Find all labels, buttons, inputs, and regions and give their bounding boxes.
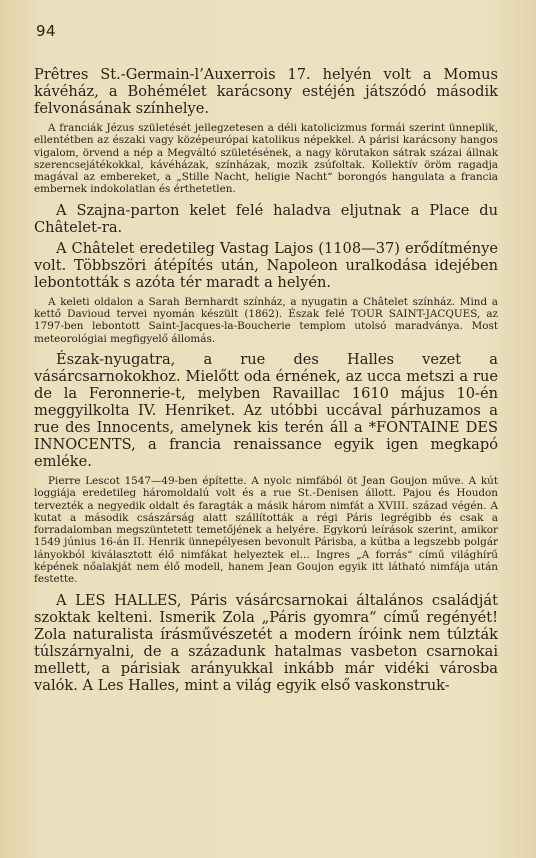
body-paragraph: A LES HALLES, Páris vásárcsarnokai általános családját szoktak kelteni. Ismerik Zola „Páris gyomra“ című regényét! Zola naturalista írásművészetét a modern íróink nem túlzták túlszárnyalni, de a századunk hatalmas vasbeton csarnokai mellett, a párisiak arányukkal inkább már vidéki városba valók. A Les Halles, mint a világ egyik első vaskonstruk-	[34, 591, 498, 694]
note-paragraph: A keleti oldalon a Sarah Bernhardt színház, a nyugatin a Châtelet színház. Mind a kettő Davioud tervei nyomán készült (1862). Észak felé TOUR SAINT-JACQUES, az 1797-ben lebontott Saint-Jacques-la-Boucherie templom utolsó maradványa. Most meteorológiai megfigyelő állomás.	[34, 295, 498, 345]
body-paragraph: A Châtelet eredetileg Vastag Lajos (1108—37) erődítménye volt. Többszöri átépítés után, Napoleon uralkodása idejében lebontották s azóta tér maradt a helyén.	[34, 239, 498, 291]
page-number: 94	[36, 22, 57, 40]
body-paragraph: Észak-nyugatra, a rue des Halles vezet a vásárcsarnokokhoz. Mielőtt oda érnének, az ucca metszi a rue de la Feronnerie-t, melyben Ravaillac 1610 május 10-én meggyilkolta IV. Henriket. Az utóbbi uccával párhuzamos a rue des Innocents, amelynek kis terén áll a *FONTAINE DES INNOCENTS, a francia renaissance egyik igen megkapó emléke.	[34, 350, 498, 470]
note-paragraph: A franciák Jézus születését jellegzetesen a déli katolicizmus formái szerint ünneplik, ellentétben az északi vagy középeurópai katolikus népekkel. A párisi karácsony hangos vigalom, örvend a nép a Megváltó születésének, a nagy körutakon sátrak százai állnak szerencsejátékokkal, kávéházak, színházak, mozik zsúfoltak. Kollektív öröm ragadja magával az embereket, a „Stille Nacht, heligie Nacht“ borongós hangulata a francia embernek indokolatlan és érthetetlen.	[34, 122, 498, 196]
text-body	[34, 66, 498, 694]
body-paragraph: Prêtres St.-Germain-l’Auxerrois 17. helyén volt a Momus kávéház, a Bohémélet karácsony estéjén játszódó második felvonásának színhelye.	[34, 66, 498, 117]
body-paragraph: A Szajna-parton kelet felé haladva eljutnak a Place du Châtelet-ra.	[34, 201, 498, 236]
note-paragraph: Pierre Lescot 1547—49-ben építette. A nyolc nimfából öt Jean Goujon műve. A kút loggiája eredetileg háromoldalú volt és a rue St.-Denisen állott. Pajou és Houdon tervezték a negyedik oldalt és faragták a másik három nimfát a XVIII. század végén. A kutat a második császárság alatt szállították a régi Páris legrégibb és csak a forradalomban megszüntetett temetőjének a helyére. Egykorú leírások szerint, amikor 1549 június 16-án II. Henrik ünnepélyesen bevonult Párisba, a kútba a legszebb polgár lányokból kiválasztott élő nimfákat helyeztek el... Ingres „A forrás“ című világhírű képének nőalakját nem élő modell, hanem Jean Goujon egyik itt látható nimfája után festette.	[34, 474, 498, 586]
